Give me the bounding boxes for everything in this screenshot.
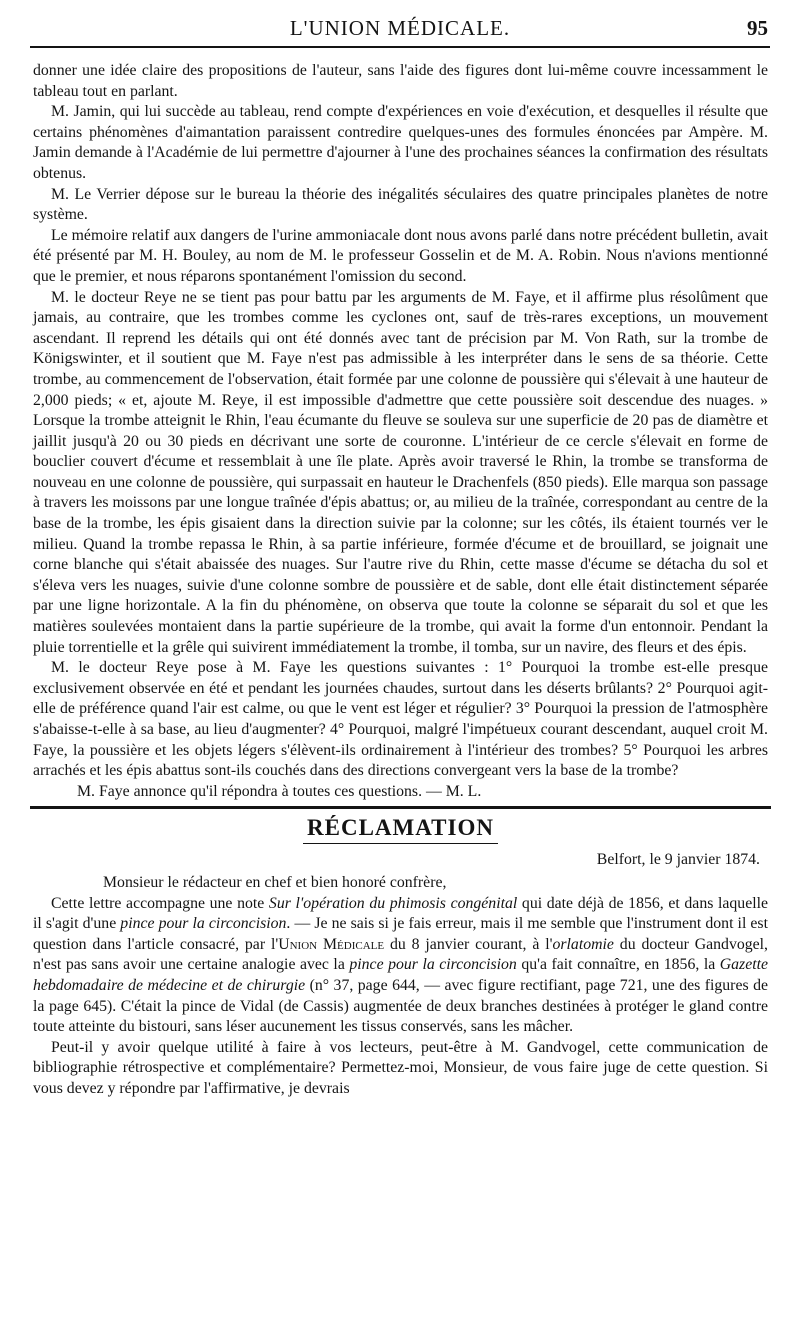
italic-run: pince pour la circoncision: [349, 956, 517, 974]
text-run: qui date déjà de 1856, et dans laquelle il s'agit d'une: [33, 894, 768, 933]
italic-run: Sur l'opération du phimosis congénital: [268, 894, 518, 912]
journal-name: Union Médicale: [278, 935, 385, 953]
text-run: Cette lettre accompagne une note: [51, 894, 269, 912]
text-run: du docteur Gandvogel, n'est pas sans avoir une certaine analogie avec la: [33, 935, 768, 974]
paragraph: Le mémoire relatif aux dangers de l'urine ammoniacale dont nous avons parlé dans notre précédent bulletin, avait été présenté par M. H. Bouley, au nom de M. le professeur Gosselin et de M. A. Robin. Nous n'avions mentionné que le premier, et nous réparons spontanément l'omission du second.: [33, 226, 768, 285]
paragraph: M. Le Verrier dépose sur le bureau la théorie des inégalités séculaires des quatre principales planètes de notre système.: [33, 185, 768, 224]
section-title: [33, 815, 768, 844]
text-run: qu'a fait connaître, en 1856, la: [516, 956, 720, 974]
page-number: 95: [747, 16, 768, 40]
text-run: . — Je ne sais si je fais erreur, mais il me semble que l'instrument dont il est question dans l'article consacré, par l': [33, 915, 768, 953]
article-body: [33, 61, 768, 1100]
italic-run: pince pour la circoncision: [120, 915, 287, 933]
italic-run: Gazette hebdomadaire de médecine et de chirurgie: [33, 956, 769, 994]
section-title-text: RÉCLAMATION: [303, 815, 498, 844]
letter-dateline: Belfort, le 9 janvier 1874.: [596, 851, 760, 869]
paragraph: donner une idée claire des propositions de l'auteur, sans l'aide des figures dont lui-même couvre incessamment le tableau tout en parlant.: [33, 62, 768, 100]
text-run: (n° 37, page 644, — avec figure rectifiant, page 721, une des figures de la page 645). C'était la pince de Vidal (de Cassis) augmentée de deux branches destinées à protéger le gland contre toute atteinte du bistouri, sans léser aucunement les tissus conservés, sans les mâcher.: [33, 976, 768, 1036]
paragraph: M. Jamin, qui lui succède au tableau, rend compte d'expériences en voie d'exécution, et desquelles il résulte que certains phénomènes d'aimantation paraissent contredire quelques-unes des formules énoncées par Ampère. M. Jamin demande à l'Académie de lui permettre d'ajourner à l'une des prochaines séances la confirmation des résultats obtenus.: [33, 103, 768, 182]
paragraph-signature: M. Faye annonce qu'il répondra à toutes ces questions. — M. L.: [77, 782, 482, 800]
text-run: du 8 janvier courant, à l': [384, 935, 553, 953]
italic-run: orlatomie: [552, 935, 614, 953]
letter-paragraph: Peut-il y avoir quelque utilité à faire à vos lecteurs, peut-être à M. Gandvogel, cette communication de bibliographie rétrospective et complémentaire? Permettez-moi, Monsieur, de vous faire juge de cette question. Si vous devez y répondre par l'affirmative, je devrais: [33, 1038, 768, 1097]
paragraph: M. le docteur Reye pose à M. Faye les questions suivantes : 1° Pourquoi la trombe est-elle presque exclusivement observée en été et pendant les journées chaudes, surtout dans les déserts brûlants? 2° Pourquoi agit-elle de préférence quand l'air est calme, ou que le vent est léger et régulier? 3° Pourquoi la pression de l'atmosphère s'abaisse-t-elle à sa base, au lieu d'augmenter? 4° Pourquoi, malgré l'impétueux courant descendant, auquel croit M. Faye, la poussière et les objets légers s'élèvent-ils ordinairement à l'intérieur des trombes? 5° Pourquoi les arbres arrachés et les épis abattus sont-ils couchés dans des directions convergeant vers la base de la trombe?: [33, 659, 768, 780]
running-title: L'UNION MÉDICALE.: [289, 16, 511, 40]
page-header: [30, 14, 770, 48]
letter-paragraph: [33, 894, 768, 1038]
section-divider: [30, 806, 771, 809]
letter-salutation: Monsieur le rédacteur en chef et bien honoré confrère,: [103, 873, 447, 891]
paragraph: M. le docteur Reye ne se tient pas pour battu par les arguments de M. Faye, et il affirme plus résolûment que jamais, au contraire, que les trombes comme les cyclones ont, sauf de très-rares exceptions, un mouvement ascendant. Il reprend les détails qui ont été donnés avec tant de précision par M. Von Rath, sur la trombe de Königswinter, et il soutient que M. Faye n'est pas admissible à les interpréter dans le sens de sa théorie. Cette trombe, au commencement de l'observation, était formée par une colonne de poussière qui s'élevait à une hauteur de 2,000 pieds; « et, ajoute M. Reye, il est impossible d'admettre que cette poussière soit descendue des nuages. » Lorsque la trombe atteignit le Rhin, l'eau écumante du fleuve se souleva sur une superficie de 20 pas de diamètre et jaillit jusqu'à 20 ou 30 pieds en décrivant une sorte de couronne. L'intérieur de ce cercle s'élevait en forme de bouclier couvert d'écume et ressemblait à une île plate. Après avoir traversé le Rhin, la trombe se transforma de nouveau en une colonne de poussière, qui surpassait en hauteur le Drachenfels (850 pieds). Elle marqua son passage à travers les moissons par une longue traînée d'épis abattus; or, au milieu de la traînée, correspondant au centre de la base de la trombe, les épis gisaient dans la direction suivie par la colonne; sur les côtés, ils étaient tournés ver le milieu. Quand la trombe repassa le Rhin, à sa partie inférieure, formée d'écume et de brouillard, se joignait une corne blanche qui s'était abaissée des nuages. Sur l'autre rive du Rhin, cette masse d'écume se détacha du sol et s'éleva vers les nuages, suivie d'une colonne sombre de poussière et de sable, dont elle était distinctement séparée par une ligne horizontale. A la fin du phénomène, on observa que toute la colonne se séparait du sol et que les matières soulevées montaient dans la partie supérieure de la trombe, qui avait la forme d'un entonnoir. Pendant la pluie torrentielle et la grêle qui suivirent immédiatement la trombe, il tomba, sur un navire, des fleurs et des épis.: [33, 288, 768, 656]
